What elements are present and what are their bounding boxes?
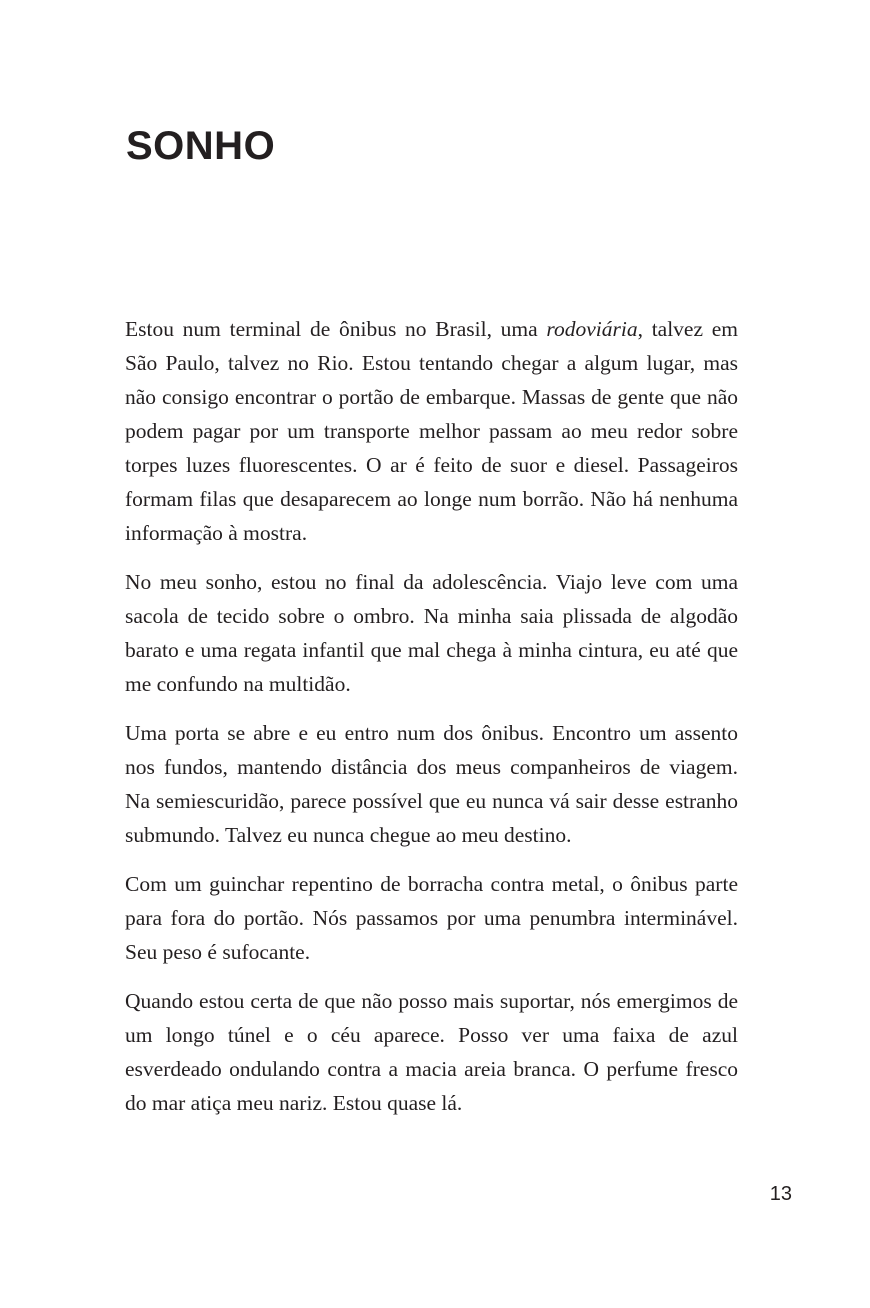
paragraph-4: Com um guinchar repentino de borracha contra metal, o ônibus parte para fora do portão. Nós passamos por uma penumbra interminável. Seu peso é sufocante. [125, 872, 738, 964]
paragraph-1-text-end: , talvez em São Paulo, talvez no Rio. Estou tentando chegar a algum lugar, mas não consigo encontrar o portão de embarque. Massas de gente que não podem pagar por um transporte melhor passam ao meu redor sobre torpes luzes fluorescentes. O ar é feito de suor e diesel. Passageiros formam filas que desaparecem ao longe num borrão. Não há nenhuma informação à mostra. [125, 317, 739, 545]
paragraph-2: No meu sonho, estou no final da adolescência. Viajo leve com uma sacola de tecido sobre o ombro. Na minha saia plissada de algodão barato e uma regata infantil que mal chega à minha cintura, eu até que me confundo na multidão. [125, 570, 738, 696]
chapter-title: SONHO [126, 124, 276, 168]
italic-term: rodoviária [546, 317, 638, 341]
paragraph-5: Quando estou certa de que não posso mais suportar, nós emergimos de um longo túnel e o céu aparece. Posso ver uma faixa de azul esverdeado ondulando contra a macia areia branca. O perfume fresco do mar atiça meu nariz. Estou quase lá. [125, 989, 738, 1115]
page-number: 13 [769, 1183, 792, 1205]
body-text [125, 312, 738, 1120]
paragraph-1 [125, 312, 738, 550]
paragraph-1-text-start: Estou num terminal de ônibus no Brasil, uma [125, 317, 547, 341]
paragraph-3: Uma porta se abre e eu entro num dos ônibus. Encontro um assento nos fundos, mantendo distância dos meus companheiros de viagem. Na semiescuridão, parece possível que eu nunca vá sair desse estranho submundo. Talvez eu nunca chegue ao meu destino. [125, 721, 738, 847]
